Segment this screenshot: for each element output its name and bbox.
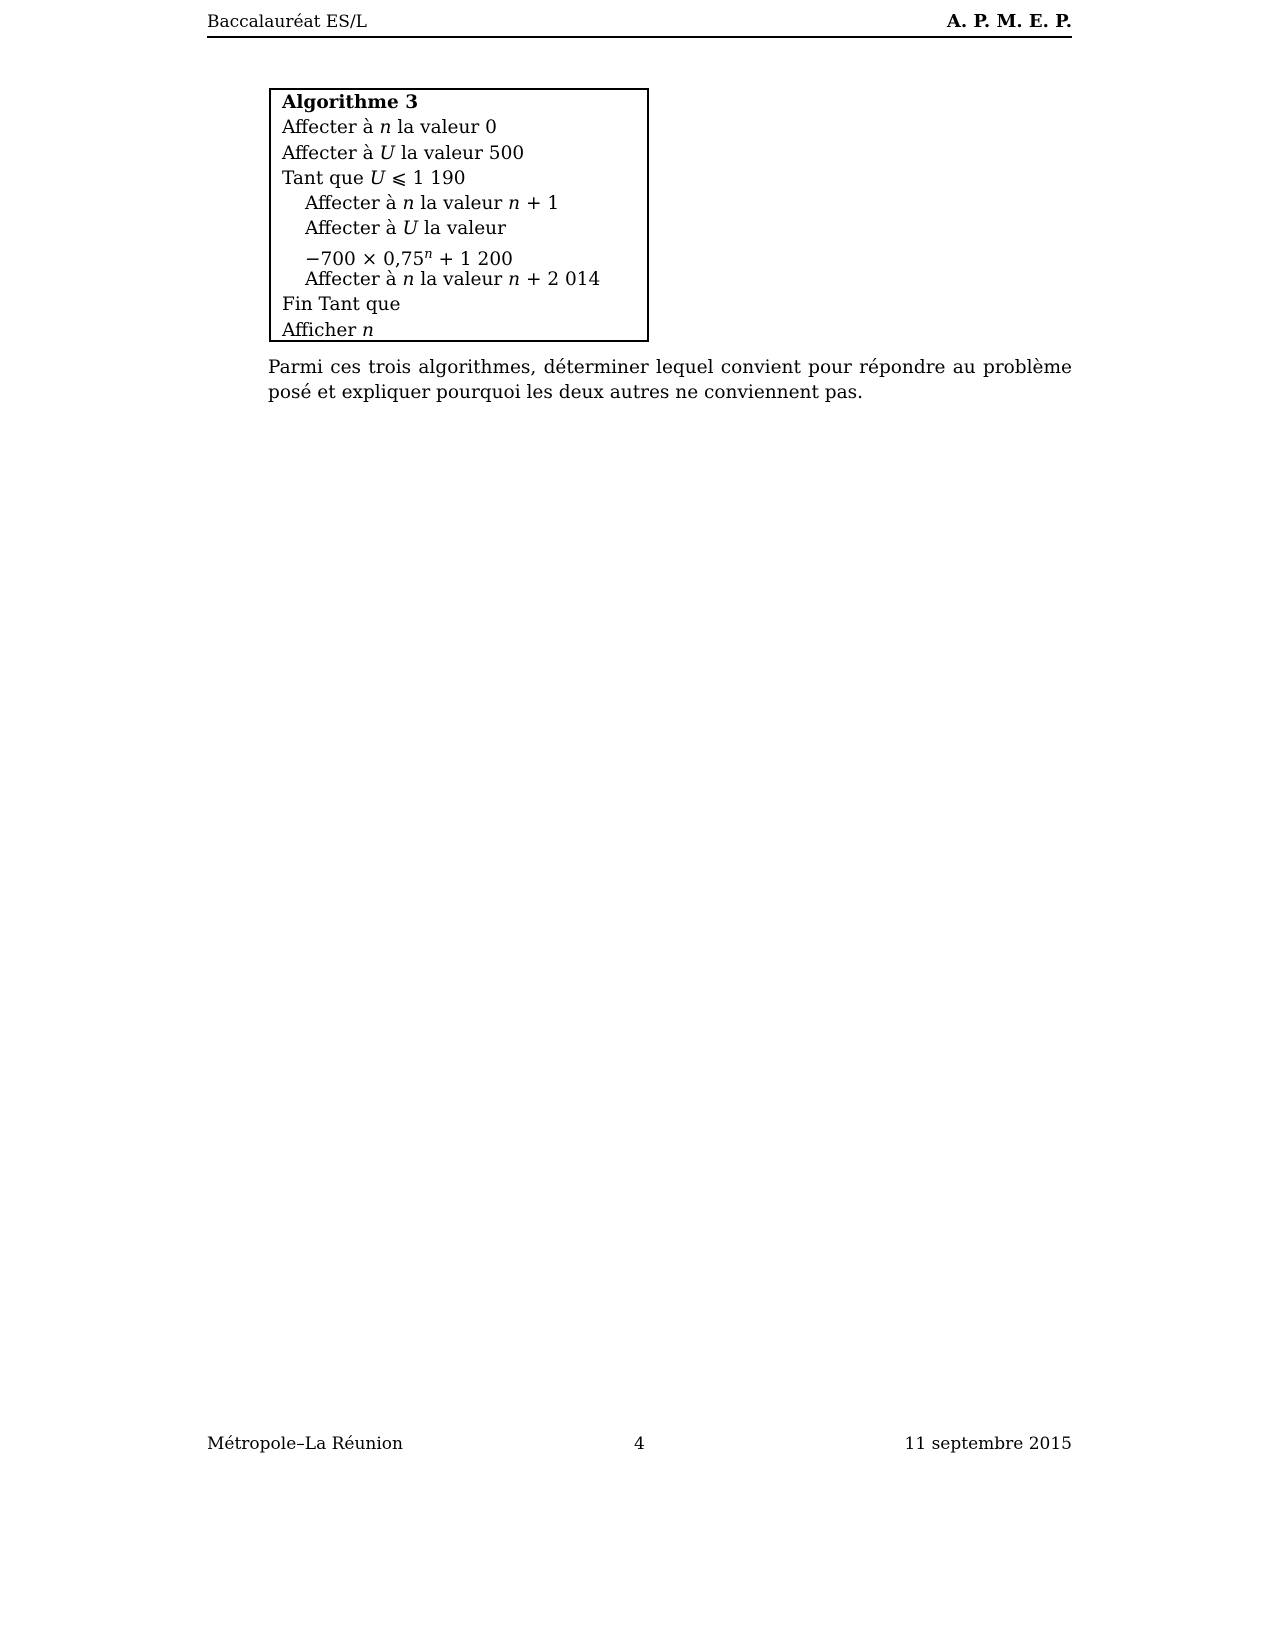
algorithm-line-1: Affecter à n la valeur 0 — [282, 117, 497, 139]
algorithm-line-4: Affecter à n la valeur n + 1 — [305, 193, 560, 215]
algorithm-line-8: Fin Tant que — [282, 294, 401, 316]
question-paragraph: Parmi ces trois algorithmes, déterminer lequel convient pour répondre au problème posé et expliquer pourquoi les deux autres ne conviennent pas. — [268, 357, 1072, 403]
algorithm-line-6: $-700 \times 0,75^n + 1$ 200 — [305, 246, 513, 270]
algorithm-line-9: Afficher n — [282, 319, 374, 341]
algorithm-title: Algorithme 3 — [282, 92, 419, 113]
footer-date: 11 septembre 2015 — [904, 1434, 1072, 1454]
algorithm-line-5: Affecter à U la valeur — [305, 218, 506, 240]
algorithm-line-2: Affecter à U la valeur 500 — [282, 142, 525, 164]
header-title: Baccalauréat ES/L — [207, 12, 367, 32]
algorithm-line-7: Affecter à n la valeur n + 2 014 — [305, 269, 601, 291]
footer-location: Métropole–La Réunion — [207, 1434, 403, 1454]
page-footer — [207, 1434, 1072, 1458]
page-number: 4 — [634, 1434, 645, 1454]
algorithm-box — [269, 88, 649, 342]
header-publisher: A. P. M. E. P. — [946, 11, 1072, 32]
algorithm-line-3: Tant que U ⩽ 1 190 — [282, 167, 466, 189]
page-header — [207, 10, 1072, 38]
